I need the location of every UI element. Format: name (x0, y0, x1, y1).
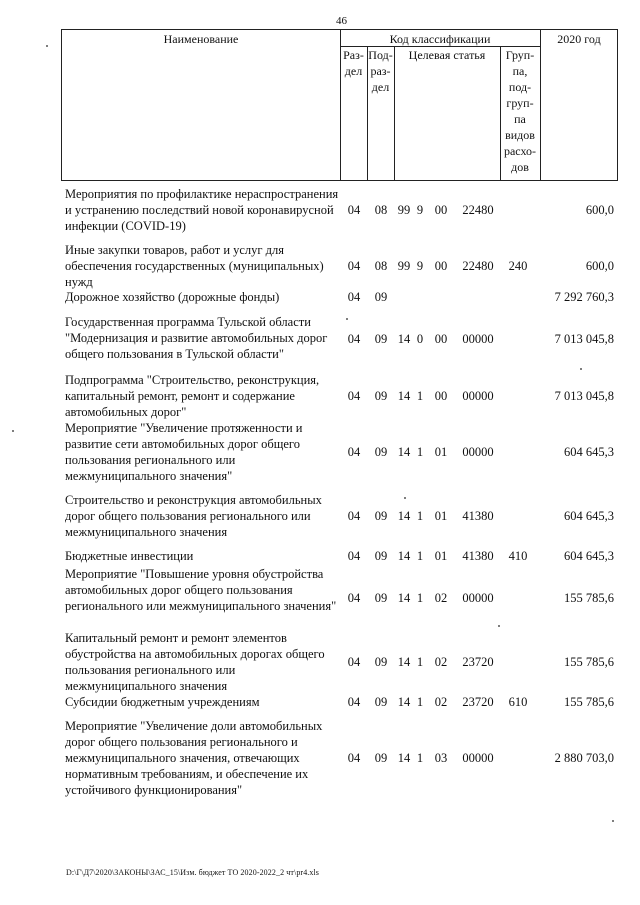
row-vid: 240 (508, 259, 528, 273)
row-direction: 00000 (462, 751, 494, 765)
row-razdel: 04 (347, 549, 361, 563)
scan-speck (404, 497, 406, 499)
row-subprogram: 1 (416, 695, 424, 709)
row-name: Бюджетные инвестиции (65, 549, 194, 563)
scan-speck (612, 820, 614, 822)
row-subprogram: 0 (416, 332, 424, 346)
row-name: Дорожное хозяйство (дорожные фонды) (65, 290, 280, 304)
row-event: 00 (434, 203, 448, 217)
row-event: 03 (434, 751, 448, 765)
row-program: 14 (397, 445, 411, 459)
row-subprogram: 1 (416, 751, 424, 765)
row-subprogram: 9 (416, 259, 424, 273)
row-amount: 600,0 (585, 203, 614, 217)
row-event: 00 (434, 332, 448, 346)
row-name: Капитальный ремонт и ремонт элементов обустройства на автомобильных дорогах общего пользования регионального или межмуниципального значения (65, 631, 325, 693)
row-amount: 155 785,6 (564, 695, 614, 709)
row-subprogram: 1 (416, 591, 424, 605)
row-name: Мероприятие "Увеличение доли автомобильных дорог общего пользования регионального и межмуниципального значения, отвечающих нормативным требованиям, и обеспечение их устойчивого функционирования" (65, 719, 323, 797)
row-amount: 600,0 (585, 259, 614, 273)
row-program: 14 (397, 509, 411, 523)
row-direction: 23720 (462, 655, 494, 669)
row-event: 02 (434, 591, 448, 605)
row-podrazdel: 09 (374, 695, 388, 709)
row-event: 00 (434, 389, 448, 403)
row-event: 01 (434, 509, 448, 523)
row-program: 99 (397, 259, 411, 273)
row-direction: 00000 (462, 389, 494, 403)
row-podrazdel: 09 (374, 290, 388, 304)
row-podrazdel: 09 (374, 445, 388, 459)
row-direction: 00000 (462, 591, 494, 605)
row-subprogram: 9 (416, 203, 424, 217)
row-razdel: 04 (347, 655, 361, 669)
row-razdel: 04 (347, 751, 361, 765)
row-program: 14 (397, 655, 411, 669)
header-name: Наименование (163, 32, 239, 46)
header-vid: Груп- па, под- груп- па видов расхо- дов (503, 48, 537, 174)
row-program: 14 (397, 389, 411, 403)
row-program: 14 (397, 751, 411, 765)
row-razdel: 04 (347, 290, 361, 304)
row-razdel: 04 (347, 509, 361, 523)
row-vid: 610 (508, 695, 528, 709)
scan-speck (12, 430, 14, 432)
row-subprogram: 1 (416, 549, 424, 563)
row-razdel: 04 (347, 389, 361, 403)
row-razdel: 04 (347, 259, 361, 273)
row-razdel: 04 (347, 445, 361, 459)
row-podrazdel: 09 (374, 389, 388, 403)
row-name: Подпрограмма "Строительство, реконструкция, капитальный ремонт, ремонт и содержание автомобильных дорог" (65, 373, 320, 419)
header-divider (394, 46, 395, 180)
row-podrazdel: 09 (374, 751, 388, 765)
row-podrazdel: 09 (374, 591, 388, 605)
row-event: 01 (434, 445, 448, 459)
row-podrazdel: 09 (374, 549, 388, 563)
row-amount: 155 785,6 (564, 591, 614, 605)
page-number: 46 (336, 15, 347, 27)
row-amount: 7 013 045,8 (554, 389, 614, 403)
row-event: 01 (434, 549, 448, 563)
row-name: Мероприятия по профилактике нераспространения и устранению последствий новой коронавирусной инфекции (COVID-19) (65, 187, 339, 233)
row-amount: 155 785,6 (564, 655, 614, 669)
row-direction: 41380 (462, 509, 494, 523)
row-podrazdel: 08 (374, 259, 388, 273)
row-amount: 604 645,3 (564, 509, 614, 523)
row-direction: 41380 (462, 549, 494, 563)
row-program: 14 (397, 695, 411, 709)
row-amount: 7 013 045,8 (554, 332, 614, 346)
row-name: Субсидии бюджетным учреждениям (65, 695, 260, 709)
row-amount: 604 645,3 (564, 549, 614, 563)
scan-speck (498, 625, 500, 627)
row-razdel: 04 (347, 332, 361, 346)
row-direction: 22480 (462, 259, 494, 273)
file-path-footer: D:\Г\Д7\2020\ЗАКОНЫ\ЗАС_15\Изм. бюджет ТО 2020-2022_2 чт\pr4.xls (66, 868, 320, 877)
row-podrazdel: 09 (374, 332, 388, 346)
row-podrazdel: 09 (374, 509, 388, 523)
row-program: 14 (397, 332, 411, 346)
header-year: 2020 год (557, 32, 601, 46)
row-direction: 23720 (462, 695, 494, 709)
row-amount: 7 292 760,3 (554, 290, 614, 304)
row-program: 14 (397, 549, 411, 563)
row-razdel: 04 (347, 695, 361, 709)
row-podrazdel: 08 (374, 203, 388, 217)
row-subprogram: 1 (416, 445, 424, 459)
row-name: Иные закупки товаров, работ и услуг для обеспечения государственных (муниципальных) нужд (65, 243, 324, 289)
row-podrazdel: 09 (374, 655, 388, 669)
row-event: 02 (434, 695, 448, 709)
row-subprogram: 1 (416, 655, 424, 669)
header-razdel: Раз- дел (343, 48, 364, 78)
scan-speck (46, 45, 48, 47)
row-name: Мероприятие "Увеличение протяженности и развитие сети автомобильных дорог общего пользования регионального или межмуниципального значения" (65, 421, 303, 483)
row-name: Строительство и реконструкция автомобильных дорог общего пользования регионального или межмуниципального значения (65, 493, 322, 539)
row-subprogram: 1 (416, 509, 424, 523)
scan-speck (580, 368, 582, 370)
row-direction: 00000 (462, 445, 494, 459)
row-direction: 22480 (462, 203, 494, 217)
row-name: Государственная программа Тульской области "Модернизация и развитие автомобильных дорог общего пользования в Тульской области" (65, 315, 328, 361)
scan-speck (346, 318, 348, 320)
header-target: Целевая статья (408, 48, 486, 62)
row-amount: 604 645,3 (564, 445, 614, 459)
table-header (61, 29, 618, 181)
row-direction: 00000 (462, 332, 494, 346)
row-vid: 410 (508, 549, 528, 563)
row-event: 02 (434, 655, 448, 669)
row-subprogram: 1 (416, 389, 424, 403)
row-program: 99 (397, 203, 411, 217)
row-program: 14 (397, 591, 411, 605)
row-event: 00 (434, 259, 448, 273)
header-divider (540, 30, 541, 180)
row-amount: 2 880 703,0 (554, 751, 614, 765)
header-classification: Код классификации (389, 32, 491, 46)
header-podrazdel: Под- раз- дел (368, 48, 393, 94)
row-name: Мероприятие "Повышение уровня обустройства автомобильных дорог общего пользования регионального или межмуниципального значения" (65, 567, 337, 613)
row-razdel: 04 (347, 591, 361, 605)
row-razdel: 04 (347, 203, 361, 217)
